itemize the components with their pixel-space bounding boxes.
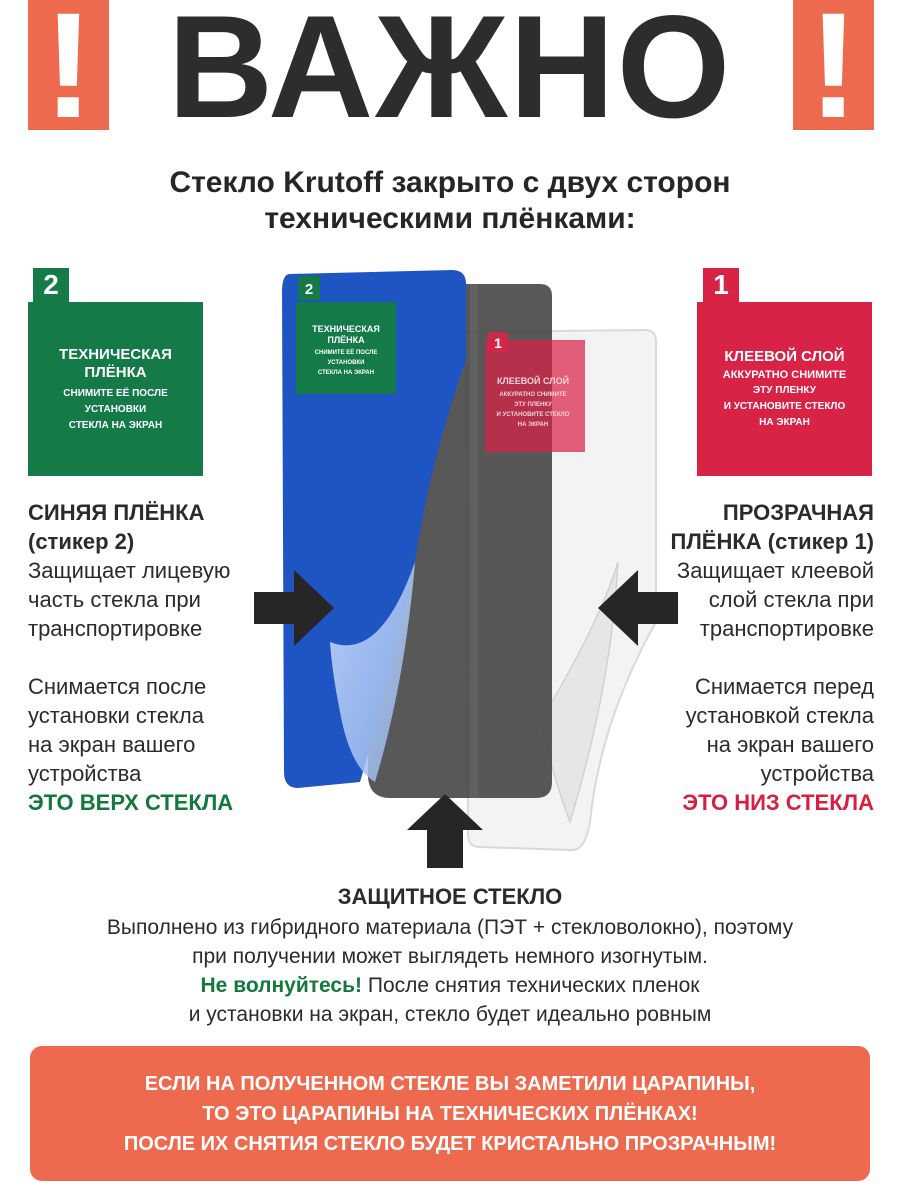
sticker-text: ЭТУ ПЛЕНКУ — [753, 385, 816, 396]
top-of-glass-note: ЭТО ВЕРХ СТЕКЛА — [28, 790, 234, 815]
glass-red-sticker-text: НА ЭКРАН — [517, 422, 549, 428]
sticker-text: АККУРАТНО СНИМИТЕ — [722, 369, 847, 381]
blue-film-sticker-text: ПЛЁНКА — [327, 335, 365, 345]
page-title: ВАЖНО — [167, 0, 733, 148]
sticker-text: СТЕКЛА НА ЭКРАН — [68, 419, 163, 431]
description-line: при получении может выглядеть немного изогнутым. — [192, 945, 708, 968]
glass-red-sticker — [485, 332, 585, 452]
blue-film-sticker-text: СТЕКЛА НА ЭКРАН — [317, 370, 375, 376]
transparent-film-heading: ПЛЁНКА (стикер 1) — [670, 529, 874, 554]
transparent-film-description — [632, 498, 874, 817]
blue-film-heading: (стикер 2) — [28, 529, 135, 554]
protective-glass-heading: ЗАЩИТНОЕ СТЕКЛО — [337, 884, 563, 909]
exclamation-left-glyph: ! — [43, 0, 94, 149]
description-line: транспортировке — [28, 616, 203, 641]
description-line: Защищает лицевую — [28, 558, 231, 583]
transparent-film-heading: ПРОЗРАЧНАЯ — [722, 500, 874, 525]
subtitle-line: техническими плёнками: — [264, 202, 636, 235]
banner-line: ЕСЛИ НА ПОЛУЧЕННОМ СТЕКЛЕ ВЫ ЗАМЕТИЛИ ЦАРАПИНЫ, — [144, 1072, 756, 1095]
blue-film-sticker-text: СНИМИТЕ ЕЁ ПОСЛЕ — [314, 350, 378, 356]
subtitle — [60, 165, 840, 237]
description-text: После снятия технических пленок — [362, 974, 700, 997]
blue-film-sticker-text: ТЕХНИЧЕСКАЯ — [312, 324, 380, 334]
dont-worry-text: Не волнуйтесь! — [200, 974, 363, 997]
glass-red-sticker-number: 1 — [494, 335, 502, 351]
description-line: установкой стекла — [685, 703, 874, 728]
glass-red-sticker-text: И УСТАНОВИТЕ СТЕКЛО — [496, 412, 570, 418]
description-line: Выполнено из гибридного материала (ПЭТ + стекловолокно), поэтому — [106, 916, 794, 939]
exclamation-right-glyph: ! — [808, 0, 859, 149]
sticker-adhesive-layer — [697, 302, 872, 476]
sticker-number-1: 1 — [703, 268, 739, 302]
exclamation-left — [28, 0, 109, 149]
description-line: слой стекла при — [708, 587, 874, 612]
sticker-text: И УСТАНОВИТЕ СТЕКЛО — [723, 401, 846, 412]
description-line: на экран вашего — [706, 732, 874, 757]
glass-red-sticker-text: АККУРАТНО СНИМИТЕ — [499, 392, 567, 398]
exclamation-right — [793, 0, 874, 149]
description-line: Снимается после — [28, 674, 207, 699]
description-line — [40, 971, 860, 1000]
description-line: транспортировке — [699, 616, 874, 641]
subtitle-line: Стекло Krutoff закрыто с двух сторон — [169, 166, 731, 199]
blue-film-sticker-number: 2 — [304, 281, 314, 298]
glass-red-sticker-text: ЭТУ ПЛЕНКУ — [514, 402, 552, 408]
arrow-up-icon — [407, 794, 483, 868]
glass-layers-illustration — [240, 262, 660, 872]
sticker-text: СНИМИТЕ ЕЁ ПОСЛЕ — [63, 387, 168, 399]
scratches-warning-banner — [30, 1046, 870, 1181]
sticker-title: ПЛЁНКА — [84, 363, 147, 381]
protective-glass-description — [40, 882, 860, 1029]
blue-film-heading: СИНЯЯ ПЛЁНКА — [28, 500, 205, 525]
bottom-of-glass-note: ЭТО НИЗ СТЕКЛА — [682, 790, 874, 815]
description-line: и установки на экран, стекло будет идеально ровным — [188, 1003, 712, 1026]
blue-film-description — [28, 498, 268, 817]
sticker-text: УСТАНОВКИ — [84, 403, 147, 415]
sticker-number-2: 2 — [33, 268, 69, 302]
description-line: устройства — [28, 761, 142, 786]
description-line: устройства — [760, 761, 874, 786]
description-line: Защищает клеевой — [676, 558, 874, 583]
description-line: на экран вашего — [28, 732, 196, 757]
sticker-text: НА ЭКРАН — [759, 417, 810, 428]
description-line: часть стекла при — [28, 587, 201, 612]
sticker-title: ТЕХНИЧЕСКАЯ — [59, 345, 172, 363]
glass-red-sticker-text: КЛЕЕВОЙ СЛОЙ — [496, 376, 570, 386]
banner-line: ПОСЛЕ ИХ СНЯТИЯ СТЕКЛО БУДЕТ КРИСТАЛЬНО ПРОЗРАЧНЫМ! — [123, 1132, 777, 1155]
sticker-title: КЛЕЕВОЙ СЛОЙ — [724, 348, 845, 365]
sticker-technical-film — [28, 302, 203, 476]
description-line: Снимается перед — [694, 674, 874, 699]
blue-film-sticker-text: УСТАНОВКИ — [327, 360, 365, 366]
description-line: установки стекла — [28, 703, 204, 728]
banner-line: ТО ЭТО ЦАРАПИНЫ НА ТЕХНИЧЕСКИХ ПЛЁНКАХ! — [202, 1102, 698, 1125]
